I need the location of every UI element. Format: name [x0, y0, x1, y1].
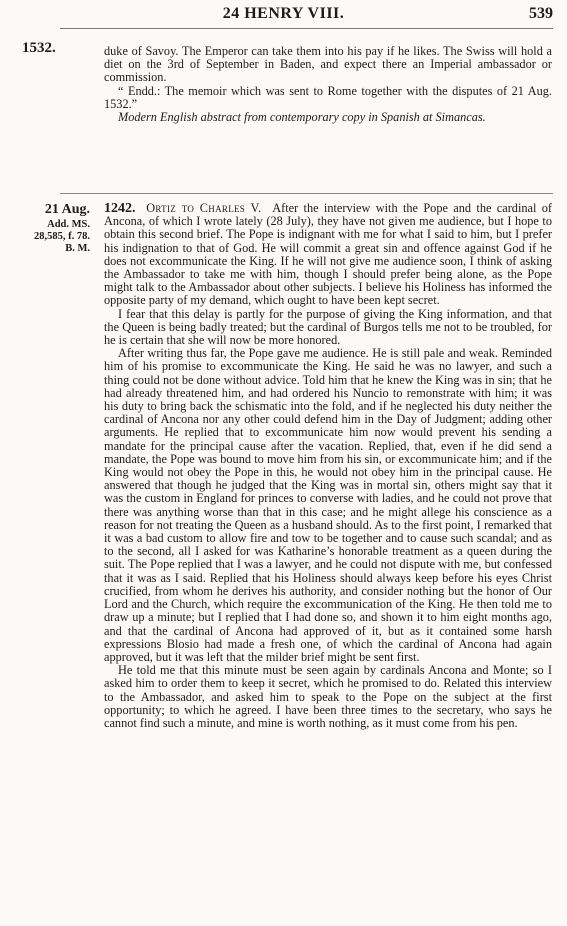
header-rule — [60, 28, 553, 29]
reference-line: Add. MS. — [47, 219, 90, 230]
continuation-block — [104, 45, 552, 124]
running-title: 24 HENRY VIII. — [222, 5, 345, 22]
source-note: Modern English abstract from contemporary copy in Spanish at Simancas. — [118, 110, 486, 125]
year-marker: 1532. — [22, 40, 56, 56]
endorsement-note: “ Endd.: The memoir which was sent to Rome together with the disputes of 21 Aug. 1532.” — [104, 83, 552, 111]
entry-paragraph: I fear that this delay is partly for the purpose of giving the King information, and that the Queen is being badly treated; but the cardinal of Burgos tells me not to be troubled, for he is certain that she will now be more honored. — [104, 306, 552, 348]
entry-body — [104, 202, 552, 730]
entry-date: 21 Aug. — [44, 202, 90, 217]
entry-number: 1242. — [104, 201, 136, 216]
manuscript-reference — [10, 219, 90, 255]
entry-paragraph: He told me that this minute must be seen again by cardinals Ancona and Monte; so I asked him to order them to keep it secret, which he promised to do. Related this interview to the Ambassador, and asked him to speak to the Pope on the subject at the first opportunity; to which he agreed. I have been three times to the secretary, who says he cannot find such a minute, and mine is worth nothing, as it must come from his pen. — [104, 663, 552, 730]
entry-divider — [60, 193, 553, 194]
reference-line: B. M. — [65, 243, 90, 254]
continuation-text: duke of Savoy. The Emperor can take them into his pay if he likes. The Swiss will hold a diet on the 3rd of September in Baden, and expect there an Imperial ambassador or commission. — [104, 44, 552, 85]
entry-paragraph: After writing thus far, the Pope gave me audience. He is still pale and weak. Reminded him of his promise to excommunicate the King. He said he was no lawyer, and such a thing could not be done without advice. Told him that he knew the King was in sin; that he had already threatened him, and had ordered his Nuncio to remonstrate with him; it was his duty to bring back the schismatic into the fold, and if he neglected his duty neither the cardinal of Ancona nor any other could defend him in the Day of Judgment; adding other arguments. He replied that to excommunicate him now would prevent his sending a mandate for the principal cause after the vacation. Replied, that, even if he did send a mandate, the Pope was bound to move him from his sin, or excommunicate him; and if the King would not obey the Pope in this, he would not obey him in the principal cause. He answered that though he judged that the King was in mortal sin, others might say that it was the custom in England for princes to converse with ladies, and he could not prove that there was anything worse than that in this case; and he might allege his conscience as a reason for not treating the Queen as a husband should. As to the first point, I remarked that it was a bad custom to allow fire and tow to be together and to cause such scandal; and as to the second, all I asked for was Katharine’s honorable treatment as a queen during the suit. The Pope replied that I was a lawyer, and he could not dispute with me, but confessed that it was as I said. Replied that his Holiness should always keep before his eyes Christ crucified, from whom he derives his authority, and consider nothing but the honor of Our Lord and the Church, which require the excommunication of the King. He then told me to draw up a minute; but I replied that I had done so, and shown it to him eight months ago, and that the cardinal of Ancona had approved of it, but as it contained some harsh expressions Blosio had made a fresh one, of which the cardinal of Ancona had again approved, but it was left that the milder brief might be sent first. — [104, 346, 552, 664]
page-number: 539 — [529, 5, 553, 22]
entry-first-paragraph — [104, 202, 552, 308]
paragraph-text: After the interview with the Pope and the cardinal of Ancona, of which I wrote lately (28 July), they have not given me audience, but I hope to obtain this second brief. The Pope is indignant with me for what I said to him, but I prefer his indignation to that of God. He will commit a great sin and offence against God if he does not excommunicate the King. If he will not give me audience soon, I think of asking the Ambassador to take me with him, though I should prefer being alone, as the Pope might talk to the Ambassador about other subjects. I believe his Holiness has informed the opposite party of my demand, which ought to have been kept secret. — [104, 201, 552, 308]
entry-heading: Ortiz to Charles V. — [146, 201, 262, 215]
reference-line: 28,585, f. 78. — [34, 231, 90, 242]
